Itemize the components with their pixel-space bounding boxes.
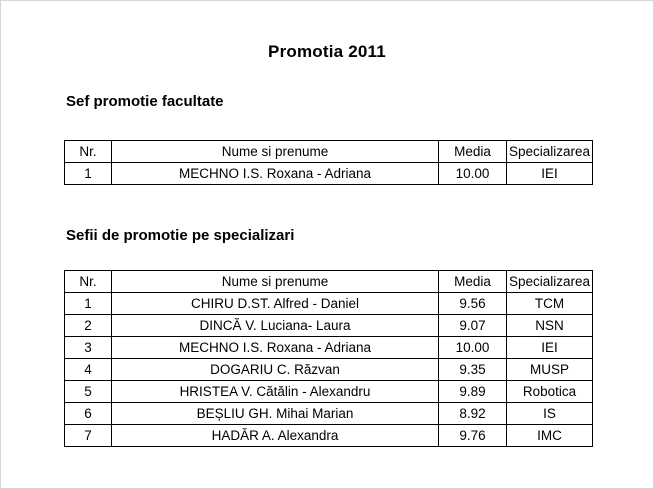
table-cell: 8.92 <box>439 403 507 425</box>
column-header: Specializarea <box>507 141 593 163</box>
section-sefi-specializari <box>1 227 653 447</box>
column-header: Specializarea <box>507 271 593 293</box>
column-header: Nr. <box>65 271 112 293</box>
table-cell: 9.76 <box>439 425 507 447</box>
table-row <box>65 381 593 403</box>
table-cell: 1 <box>65 293 112 315</box>
column-header: Nr. <box>65 141 112 163</box>
table-header-row <box>65 271 593 293</box>
table-cell: HRISTEA V. Cătălin - Alexandru <box>112 381 439 403</box>
table-cell: Robotica <box>507 381 593 403</box>
table-row <box>65 425 593 447</box>
table-cell: MECHNO I.S. Roxana - Adriana <box>112 337 439 359</box>
table-cell: 5 <box>65 381 112 403</box>
table-cell: 10.00 <box>439 163 507 185</box>
table-header-row <box>65 141 593 163</box>
table-cell: 9.35 <box>439 359 507 381</box>
page-title: Promotia 2011 <box>268 42 386 61</box>
table-cell: 7 <box>65 425 112 447</box>
table-cell: 2 <box>65 315 112 337</box>
table-row <box>65 293 593 315</box>
table-cell: 10.00 <box>439 337 507 359</box>
table-cell: MECHNO I.S. Roxana - Adriana <box>112 163 439 185</box>
table-cell: NSN <box>507 315 593 337</box>
table-row <box>65 163 593 185</box>
table-cell: DINCĂ V. Luciana- Laura <box>112 315 439 337</box>
table-sef-facultate <box>64 140 593 185</box>
table-cell: IS <box>507 403 593 425</box>
section-heading-sefi-specializari: Sefii de promotie pe specializari <box>66 227 295 244</box>
column-header: Media <box>439 141 507 163</box>
table-row <box>65 359 593 381</box>
section-sef-facultate <box>1 93 653 185</box>
column-header: Media <box>439 271 507 293</box>
table-cell: TCM <box>507 293 593 315</box>
table-row <box>65 403 593 425</box>
table-cell: CHIRU D.ST. Alfred - Daniel <box>112 293 439 315</box>
table-cell: 4 <box>65 359 112 381</box>
table-sefi-specializari <box>64 270 593 447</box>
table-cell: DOGARIU C. Răzvan <box>112 359 439 381</box>
table-cell: IEI <box>507 163 593 185</box>
table-cell: 9.56 <box>439 293 507 315</box>
table-cell: MUSP <box>507 359 593 381</box>
table-cell: HADĂR A. Alexandra <box>112 425 439 447</box>
table-row <box>65 315 593 337</box>
table-row <box>65 337 593 359</box>
table-cell: 1 <box>65 163 112 185</box>
table-cell: 9.89 <box>439 381 507 403</box>
table-cell: 6 <box>65 403 112 425</box>
table-cell: IMC <box>507 425 593 447</box>
table-cell: BEȘLIU GH. Mihai Marian <box>112 403 439 425</box>
section-heading-sef-facultate: Sef promotie facultate <box>66 93 224 110</box>
table-cell: 3 <box>65 337 112 359</box>
column-header: Nume si prenume <box>112 271 439 293</box>
table-cell: IEI <box>507 337 593 359</box>
column-header: Nume si prenume <box>112 141 439 163</box>
table-cell: 9.07 <box>439 315 507 337</box>
